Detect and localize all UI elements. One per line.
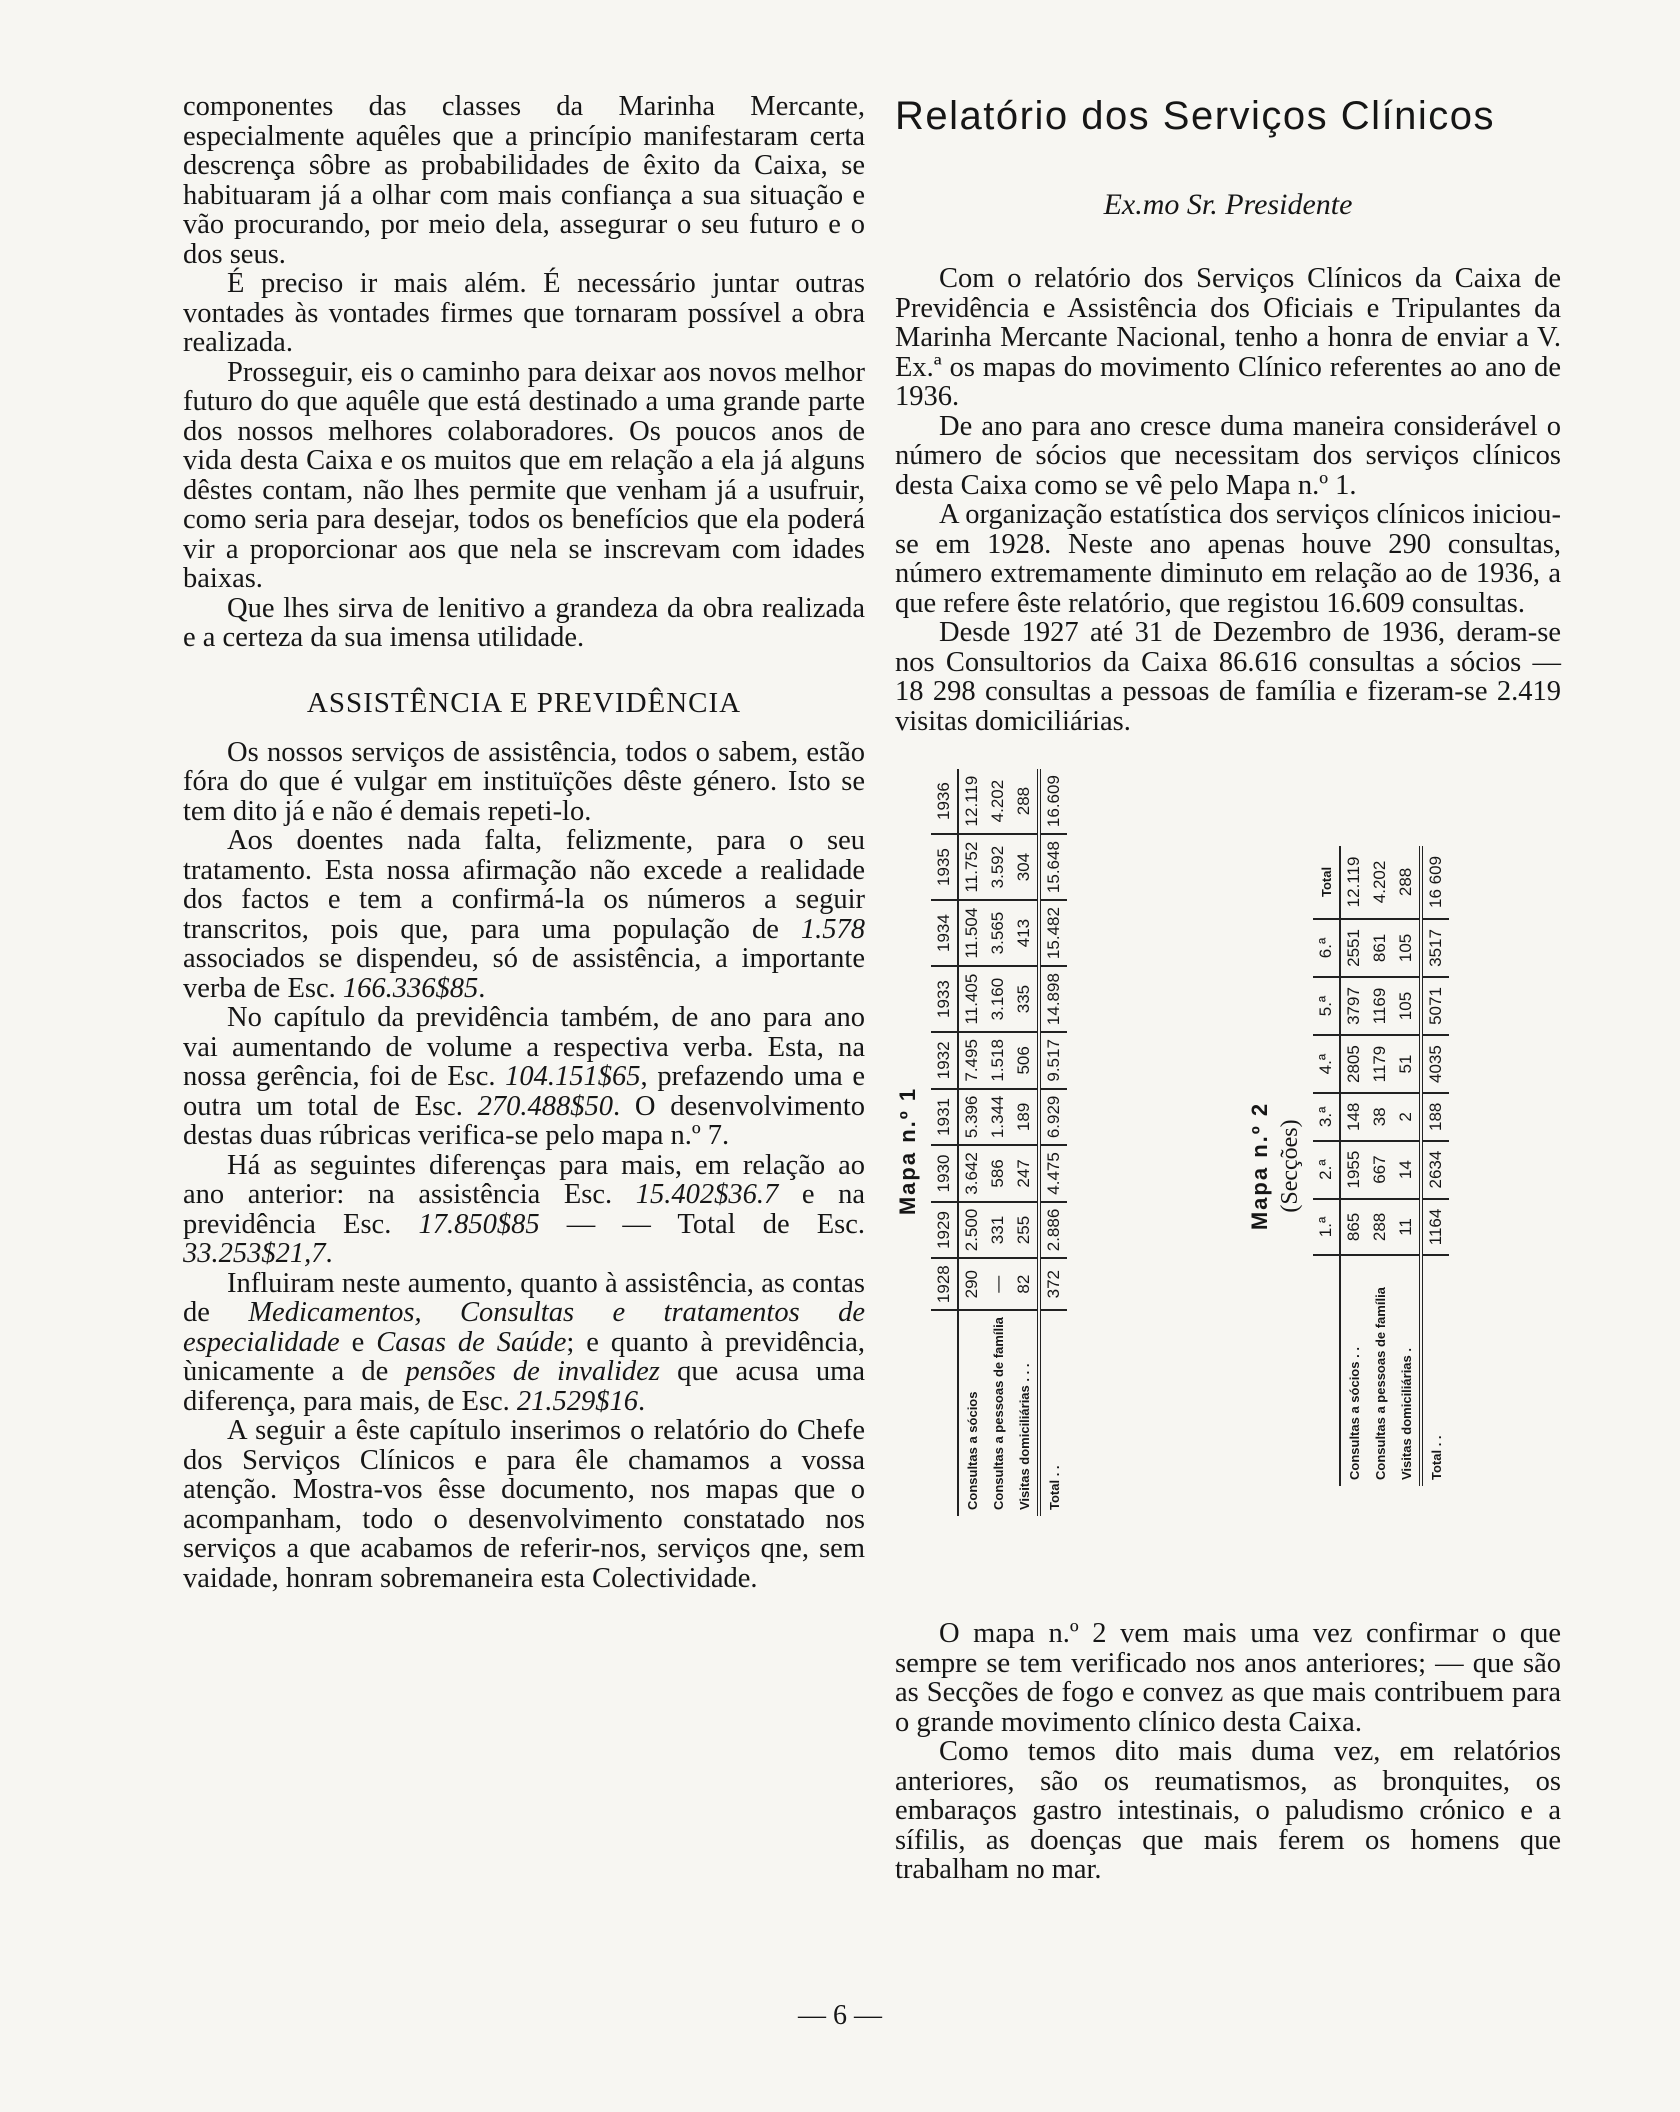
cell: 3.592 (985, 834, 1011, 900)
text-run: Há as seguintes diferenças para mais, em relação ao ano anterior: na assistência Esc. (183, 1149, 865, 1210)
salutation: Ex.mo Sr. Presidente (1103, 188, 1353, 221)
cell: 14.898 (1039, 966, 1067, 1032)
map-1-year: 1932 (931, 1032, 958, 1089)
cell: 2.500 (958, 1202, 985, 1259)
left-paragraph-4: Que lhes sirva de lenitivo a grandeza da obra realizada e a certeza da sua imensa utilidade. (183, 592, 865, 653)
map-1-year: 1933 (931, 966, 958, 1032)
italic-phrase: Casas de Saúde (376, 1326, 567, 1358)
map-1-year: 1930 (931, 1145, 958, 1202)
cell: 16 609 (1421, 846, 1449, 919)
cell: 331 (985, 1202, 1011, 1259)
text-run: associados se dispendeu, só de assistência, a importante verba de Esc. (183, 943, 865, 1004)
cell: 1164 (1421, 1199, 1449, 1256)
map-2-section: 6.ª (1313, 919, 1340, 977)
section-heading: ASSISTÊNCIA E PREVIDÊNCIA (306, 686, 742, 719)
cell: 1179 (1367, 1035, 1393, 1093)
cell: 7.495 (958, 1032, 985, 1089)
italic-phrase: pensões de invalidez (405, 1356, 660, 1387)
differences-paragraph (183, 1151, 865, 1269)
map-1-year: 1936 (931, 769, 958, 834)
left-column (183, 92, 865, 1593)
text-run: . (478, 972, 486, 1004)
text-run: . (638, 1385, 646, 1417)
cell: 247 (1011, 1145, 1039, 1202)
map-2-section: 2.ª (1313, 1141, 1340, 1199)
map-2-section: 3.ª (1313, 1093, 1340, 1140)
cell: 2.886 (1039, 1202, 1067, 1259)
table-row (1340, 846, 1367, 1486)
italic-figure: 166.336$85 (342, 972, 479, 1004)
cell: 586 (985, 1145, 1011, 1202)
cell: 15.648 (1039, 834, 1067, 900)
cell: 335 (1011, 966, 1039, 1032)
text-run: No capítulo da previdência também, de ano para ano vai aumentando de volume a respectiva verba. Esta, na nossa gerência, foi de Esc. (183, 1002, 865, 1092)
map-1-year: 1929 (931, 1202, 958, 1259)
map-2-title: Mapa n.º 2 (1247, 1101, 1272, 1231)
text-run: Aos doentes nada falta, felizmente, para o seu tratamento. Esta nossa afirmação não excede a realidade dos factos e tem a confirmá-la os números a seguir transcritos, pois que, para uma população de (183, 825, 865, 945)
maps-area (895, 775, 1561, 1581)
report-paragraph-2: De ano para ano cresce duma maneira considerável o número de sócios que necessitam dos serviços clínicos desta Caixa como se vê pelo Mapa n.º 1. (895, 410, 1561, 501)
row-label: Visitas domiciliárias . . . (1016, 1363, 1032, 1510)
map-1-year: 1928 (931, 1258, 958, 1310)
cell: 11 (1393, 1199, 1421, 1256)
table-row (1011, 769, 1039, 1516)
italic-figure: 15.402$36.7 (635, 1179, 779, 1210)
cell: 3797 (1340, 977, 1367, 1035)
report-title: Relatório dos Serviços Clínicos (895, 94, 1496, 138)
cell: 12.119 (958, 769, 985, 834)
cell: 2551 (1340, 919, 1367, 977)
cell: 861 (1367, 919, 1393, 977)
report-paragraph-5: O mapa n.º 2 vem mais uma vez confirmar o que sempre se tem verificado nos anos anteriores; — que são as Secções de fogo e convez as que mais contribuem para o grande movimento clínico desta Caixa. (895, 1618, 1561, 1738)
assistencia-paragraph-1: Os nossos serviços de assistência, todos o sabem, estão fóra do que é vulgar em instituïções dêste género. Isto se tem dito já e não é demais repeti-lo. (183, 736, 865, 827)
cell: 4035 (1421, 1035, 1449, 1093)
italic-phrase: Medicamentos, Consultas e tratamentos de especialidade (183, 1297, 865, 1358)
cell: 11.405 (958, 966, 985, 1032)
table-row (1393, 846, 1421, 1486)
table-row-total (1421, 846, 1449, 1486)
italic-figure: 21.529$16 (516, 1385, 639, 1417)
cell: 865 (1340, 1199, 1367, 1256)
cell: 11.752 (958, 834, 985, 900)
report-paragraph-1: Com o relatório dos Serviços Clínicos da Caixa de Previdência e Assistência dos Oficiais e Tripulantes da Marinha Mercante Nacional, tenho a honra de enviar a V. Ex.ª os mapas do movimento Clínico referentes ao ano de 1936. (895, 263, 1561, 412)
cell: 6.929 (1039, 1089, 1067, 1146)
cell: 667 (1367, 1141, 1393, 1199)
map-1-year: 1931 (931, 1089, 958, 1146)
map-2-section: 4.ª (1313, 1035, 1340, 1093)
map-2-section: 1.ª (1313, 1199, 1340, 1256)
cell: 4.475 (1039, 1145, 1067, 1202)
map-1-year: 1934 (931, 900, 958, 966)
page-number: — 6 — (798, 2000, 882, 2031)
cell: 288 (1367, 1199, 1393, 1256)
cell: — (985, 1258, 1011, 1310)
text-run: — — Total de Esc. (539, 1208, 865, 1240)
map-2 (1247, 846, 1449, 1486)
map-1-title: Mapa n.º 1 (895, 1086, 920, 1216)
cell: 2634 (1421, 1141, 1449, 1199)
row-label: Consultas a pessoas de família (990, 1317, 1006, 1510)
cell: 188 (1421, 1093, 1449, 1140)
table-row (1367, 846, 1393, 1486)
cell: 3.565 (985, 900, 1011, 966)
map-1-year: 1935 (931, 834, 958, 900)
right-column (895, 92, 1561, 1885)
cell: 255 (1011, 1202, 1039, 1259)
text-run: e (339, 1326, 377, 1358)
cell: 1955 (1340, 1141, 1367, 1199)
italic-figure: 104.151$65 (505, 1061, 641, 1092)
cell: 105 (1393, 919, 1421, 977)
cell: 288 (1393, 846, 1421, 919)
cell: 3.160 (985, 966, 1011, 1032)
cell: 4.202 (985, 769, 1011, 834)
italic-figure: 1.578 (800, 913, 865, 945)
cell: 9.517 (1039, 1032, 1067, 1089)
italic-figure: 33.253$21,7 (183, 1238, 326, 1269)
cell: 288 (1011, 769, 1039, 834)
text-run: , prefazendo uma e outra um total de Esc. (183, 1061, 865, 1122)
cell: 304 (1011, 834, 1039, 900)
text-run: . (325, 1238, 333, 1269)
text-run: que acusa uma diferença, para mais, de Esc. (183, 1356, 865, 1417)
cell: 15.482 (1039, 900, 1067, 966)
row-label: Total . . (1421, 1255, 1449, 1486)
cell: 82 (1011, 1258, 1039, 1310)
cell: 4.202 (1367, 846, 1393, 919)
report-paragraph-3: A organização estatística dos serviços clínicos iniciou-se em 1928. Neste ano apenas houve 290 consultas, número extremamente diminuto em relação ao de 1936, a que refere êste relatório, que registou 16.609 consultas. (895, 499, 1561, 619)
map-2-subtitle: (Secções) (1277, 1119, 1303, 1213)
left-paragraph-3: Prosseguir, eis o caminho para deixar aos novos melhor futuro do que aquêle que está destinado a uma grande parte dos nossos melhores colaboradores. Os poucos anos de vida desta Caixa e os muitos que em relação a ela já alguns dêstes contam, não lhes permite que venham já a usufruir, como seria para desejar, todos os benefícios que ela poderá vir a proporcionar aos que nela se inscrevam com idades baixas. (183, 356, 865, 594)
closing-paragraph: A seguir a êste capítulo inserimos o relatório do Chefe dos Serviços Clínicos e para êle chamamos a vossa atenção. Mostra-vos êsse documento, nos mapas que o acompanham, todo o desenvolvimento constatado nos serviços a que acabamos de referir-nos, serviços qne, sem vaidade, honram sobremaneira esta Colectividade. (183, 1415, 865, 1594)
text-run: . O desenvolvimento destas duas rúbricas verifica-se pelo mapa n.º 7. (183, 1090, 865, 1151)
left-paragraph-1: componentes das classes da Marinha Mercante, especialmente aquêles que a princípio manifestaram certa descrença sôbre as probabilidades de êxito da Caixa, se habituaram já a olhar com mais confiança a sua situação e vão procurando, por meio dela, assegurar o seu futuro e o dos seus. (183, 91, 865, 270)
cell: 3517 (1421, 919, 1449, 977)
cell: 3.642 (958, 1145, 985, 1202)
cell: 2 (1393, 1093, 1421, 1140)
map-2-total-header: Total (1313, 846, 1340, 919)
cell: 1.518 (985, 1032, 1011, 1089)
cell: 506 (1011, 1032, 1039, 1089)
table-row (985, 769, 1011, 1516)
cell: 16.609 (1039, 769, 1067, 834)
italic-figure: 17.850$85 (418, 1208, 540, 1240)
cell: 5.396 (958, 1089, 985, 1146)
cell: 11.504 (958, 900, 985, 966)
row-label: Visitas domiciliárias . (1398, 1348, 1414, 1480)
cell: 1.344 (985, 1089, 1011, 1146)
cell: 5071 (1421, 977, 1449, 1035)
map-2-section: 5.ª (1313, 977, 1340, 1035)
cell: 14 (1393, 1141, 1421, 1199)
cell: 38 (1367, 1093, 1393, 1140)
cell: 290 (958, 1258, 985, 1310)
previdencia-paragraph (183, 1003, 865, 1151)
left-paragraph-2: É preciso ir mais além. É necessário juntar outras vontades às vontades firmes que tornaram possível a obra realizada. (183, 268, 865, 358)
cell: 51 (1393, 1035, 1421, 1093)
cell: 1169 (1367, 977, 1393, 1035)
assistencia-paragraph-2 (183, 826, 865, 1003)
row-label: Consultas a sócios (964, 1391, 980, 1510)
report-paragraph-4: Desde 1927 até 31 de Dezembro de 1936, deram-se nos Consultorios da Caixa 86.616 consultas a sócios — 18 298 consultas a pessoas de família e fizeram-se 2.419 visitas domiciliárias. (895, 617, 1561, 737)
text-run: Influiram neste aumento, quanto à assistência, as contas de (183, 1267, 865, 1328)
cell: 372 (1039, 1258, 1067, 1310)
map-1 (895, 775, 1067, 1516)
text-run: ; e quanto à previdência, ùnicamente a de (183, 1326, 866, 1387)
row-label: Consultas a sócios . . (1346, 1347, 1362, 1480)
table-row-total (1039, 769, 1067, 1516)
map-1-table (931, 769, 1067, 1516)
cell: 189 (1011, 1089, 1039, 1146)
influence-paragraph (183, 1269, 865, 1417)
text-run: e na previdência Esc. (183, 1179, 865, 1240)
map-2-table (1313, 846, 1449, 1486)
cell: 148 (1340, 1093, 1367, 1140)
italic-figure: 270.488$50 (477, 1090, 614, 1122)
cell: 105 (1393, 977, 1421, 1035)
map-1-corner (931, 1310, 958, 1516)
map-2-corner (1313, 1255, 1340, 1486)
cell: 12.119 (1340, 846, 1367, 919)
cell: 413 (1011, 900, 1039, 966)
table-row (958, 769, 985, 1516)
cell: 2805 (1340, 1035, 1367, 1093)
row-label: Consultas a pessoas de família (1372, 1287, 1388, 1480)
row-label: Total . . (1039, 1310, 1067, 1516)
report-paragraph-6: Como temos dito mais duma vez, em relatórios anteriores, são os reumatismos, as bronquites, os embaraços gastro intestinais, o paludismo crónico e a sífilis, as doenças que mais ferem os homens que trabalham no mar. (895, 1736, 1561, 1885)
